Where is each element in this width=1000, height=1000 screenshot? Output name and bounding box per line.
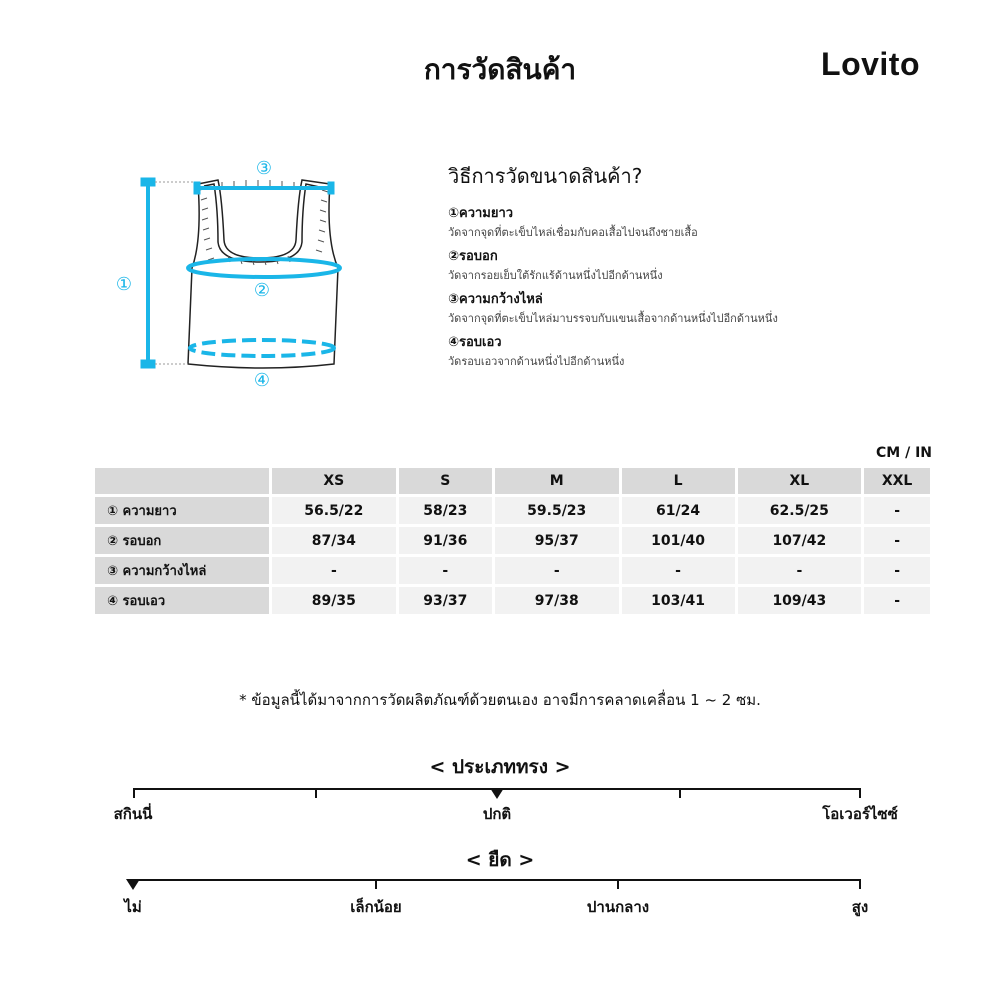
stretch-scale-label: ไม่ — [124, 898, 142, 916]
table-cell: - — [864, 587, 930, 614]
table-cell: - — [495, 557, 619, 584]
table-cell: 107/42 — [738, 527, 862, 554]
label-2: ② — [253, 280, 271, 301]
measure-item — [448, 245, 948, 284]
table-cell: - — [864, 497, 930, 524]
fit-scale-tick — [133, 788, 135, 798]
measure-item — [448, 331, 948, 370]
stretch-scale-label: เล็กน้อย — [350, 898, 402, 916]
row-label: ① ความยาว — [95, 497, 269, 524]
fit-scale-tick — [679, 788, 681, 798]
table-cell: 93/37 — [399, 587, 492, 614]
measure-item-desc: วัดจากจุดที่ตะเข็บไหล่เชื่อมกับคอเสื้อไปจนถึงชายเสื้อ — [448, 226, 698, 239]
measure-item-title: ④รอบเอว — [448, 335, 502, 350]
measure-item-desc: วัดรอบเอวจากด้านหนึ่งไปอีกด้านหนึ่ง — [448, 355, 625, 368]
page-title: การวัดสินค้า — [423, 53, 577, 86]
table-cell: 89/35 — [272, 587, 396, 614]
measure-item-desc: วัดจากจุดที่ตะเข็บไหล่มาบรรจบกับแขนเสื้อจากด้านหนึ่งไปอีกด้านหนึ่ง — [448, 312, 778, 325]
label-1: ① — [115, 274, 133, 295]
table-cell: 97/38 — [495, 587, 619, 614]
table-row — [95, 527, 930, 554]
fit-scale-label: โอเวอร์ไซซ์ — [822, 805, 898, 823]
measurement-note: * ข้อมูลนี้ได้มาจากการวัดผลิตภัณฑ์ด้วยตนเอง อาจมีการคลาดเคลื่อน 1 ~ 2 ซม. — [239, 691, 761, 709]
size-table — [92, 465, 933, 617]
stretch-scale-title: < ยืด > — [465, 849, 535, 871]
label-3: ③ — [255, 158, 273, 179]
row-label: ④ รอบเอว — [95, 587, 269, 614]
column-header: XL — [738, 468, 862, 494]
table-cell: 87/34 — [272, 527, 396, 554]
unit-label: CM / IN — [876, 445, 932, 461]
fit-scale-label: ปกติ — [482, 805, 512, 823]
table-cell: - — [864, 557, 930, 584]
garment-diagram — [100, 150, 360, 400]
measure-item-title: ③ความกว้างไหล่ — [448, 292, 543, 307]
table-cell: 109/43 — [738, 587, 862, 614]
table-cell: - — [622, 557, 735, 584]
column-header: S — [399, 468, 492, 494]
measure-item-title: ①ความยาว — [448, 206, 514, 221]
table-cell: 61/24 — [622, 497, 735, 524]
table-cell: 101/40 — [622, 527, 735, 554]
stretch-scale-tick — [375, 879, 377, 889]
fit-scale-label: สกินนี่ — [113, 805, 153, 823]
row-label: ② รอบอก — [95, 527, 269, 554]
table-cell: - — [864, 527, 930, 554]
measure-item-desc: วัดจากรอยเย็บใต้รักแร้ด้านหนึ่งไปอีกด้านหนึ่ง — [448, 269, 663, 282]
fit-scale-marker — [490, 788, 504, 799]
seam-hatching — [200, 180, 328, 265]
table-header-row — [95, 468, 930, 494]
length-measure — [141, 178, 155, 368]
brand-logo: Lovito — [821, 46, 920, 82]
waist-measure — [190, 340, 334, 356]
stretch-scale-tick — [617, 879, 619, 889]
how-to-title: วิธีการวัดขนาดสินค้า? — [448, 164, 643, 188]
table-corner — [95, 468, 269, 494]
how-to-measure — [448, 160, 948, 374]
table-cell: 91/36 — [399, 527, 492, 554]
fit-scale-tick — [859, 788, 861, 798]
stretch-scale-tick — [859, 879, 861, 889]
stretch-scale-marker — [126, 879, 140, 890]
table-cell: 62.5/25 — [738, 497, 862, 524]
table-cell: 56.5/22 — [272, 497, 396, 524]
fit-scale-tick — [315, 788, 317, 798]
column-header: XXL — [864, 468, 930, 494]
table-row — [95, 587, 930, 614]
table-cell: 103/41 — [622, 587, 735, 614]
label-4: ④ — [253, 370, 271, 391]
table-cell: - — [738, 557, 862, 584]
table-cell: - — [272, 557, 396, 584]
fit-scale-title: < ประเภททรง > — [429, 756, 571, 778]
measure-item — [448, 288, 948, 327]
table-cell: - — [399, 557, 492, 584]
column-header: M — [495, 468, 619, 494]
table-row — [95, 497, 930, 524]
column-header: XS — [272, 468, 396, 494]
column-header: L — [622, 468, 735, 494]
stretch-scale-label: สูง — [851, 898, 869, 916]
stretch-scale-line — [133, 879, 861, 881]
table-cell: 58/23 — [399, 497, 492, 524]
measure-item-title: ②รอบอก — [448, 249, 498, 264]
stretch-scale-label: ปานกลาง — [586, 898, 650, 916]
table-row — [95, 557, 930, 584]
table-cell: 95/37 — [495, 527, 619, 554]
tank-top-illustration — [100, 150, 360, 400]
measure-item — [448, 202, 948, 241]
table-cell: 59.5/23 — [495, 497, 619, 524]
row-label: ③ ความกว้างไหล่ — [95, 557, 269, 584]
